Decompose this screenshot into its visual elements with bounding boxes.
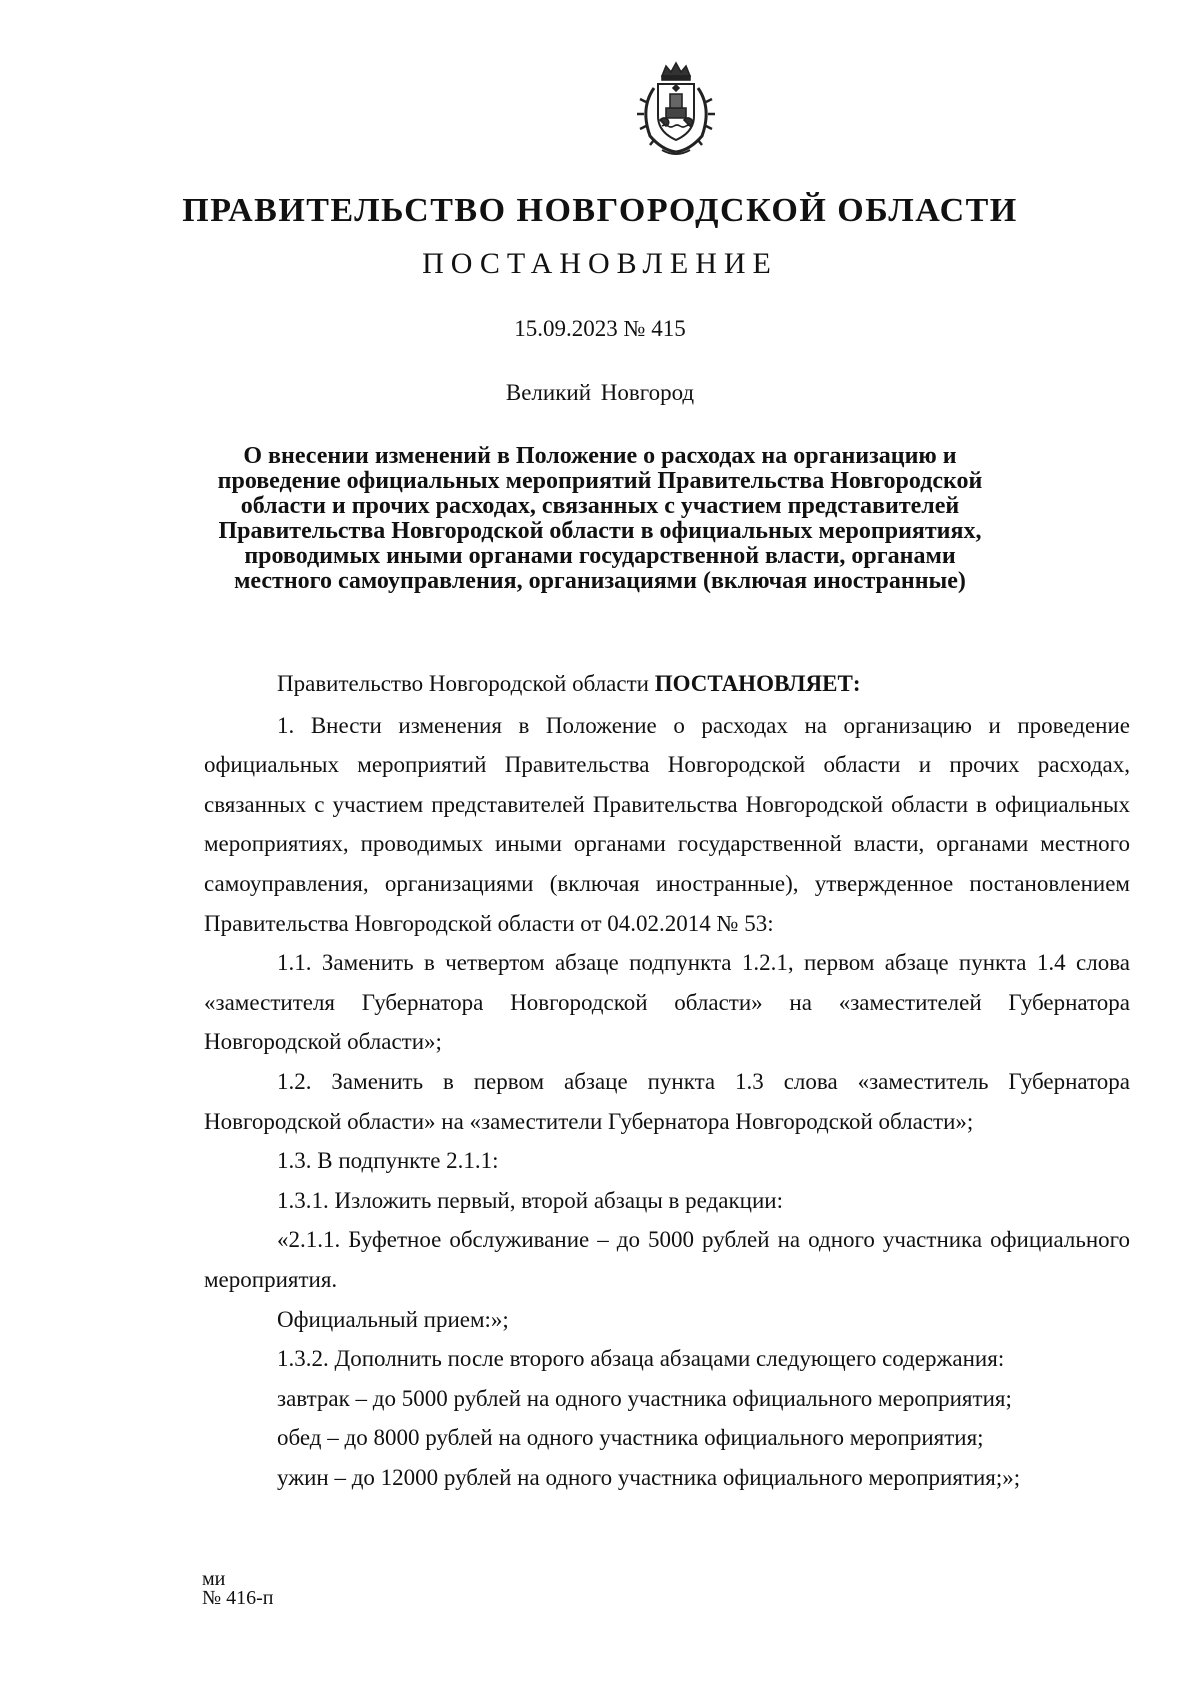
title-line: проведение официальных мероприятий Правительства Новгородской <box>217 468 983 494</box>
paragraph-dinner: ужин – до 12000 рублей на одного участника официального мероприятия;»; <box>277 1464 1021 1490</box>
footer-registration <box>202 1570 273 1608</box>
footer-initials: ми <box>202 1568 226 1590</box>
paragraph-2-1-1: «2.1.1. Буфетное обслуживание – до 5000 рублей на одного участника официального мероприятия. <box>204 1227 1130 1292</box>
paragraph-1: 1. Внести изменения в Положение о расходах на организацию и проведение официальных мероприятий Правительства Новгородской области и прочих расходах, связанных с участием представителей Правительства Новгородской области в официальных мероприятиях, проводимых иными органами государственной власти, органами местного самоуправления, организациями (включая иностранные), утвержденное постановлением Правительства Новгородской области от 04.02.2014 № 53: <box>204 712 1130 936</box>
title-line: местного самоуправления, организациями (включая иностранные) <box>234 568 966 594</box>
paragraph-1-2: 1.2. Заменить в первом абзаце пункта 1.3 слова «заместитель Губернатора Новгородской области» на «заместители Губернатора Новгородской области»; <box>204 1068 1130 1134</box>
paragraph-1-3: 1.3. В подпункте 2.1.1: <box>277 1148 499 1174</box>
document-date-number: 15.09.2023 № 415 <box>514 316 686 341</box>
paragraph-1-1: 1.1. Заменить в четвертом абзаце подпункта 1.2.1, первом абзаце пункта 1.4 слова «заместителя Губернатора Новгородской области» на «заместителей Губернатора Новгородской области»; <box>204 950 1130 1055</box>
preamble-decree-word: ПОСТАНОВЛЯЕТ: <box>654 671 861 696</box>
document-title <box>150 444 1050 594</box>
title-line: проводимых иными органами государственной власти, органами <box>244 543 956 569</box>
paragraph-official-reception: Официальный прием:»; <box>277 1306 509 1332</box>
paragraph-1-3-1: 1.3.1. Изложить первый, второй абзацы в редакции: <box>277 1187 783 1213</box>
footer-number: № 416-п <box>202 1587 274 1609</box>
title-line: Правительства Новгородской области в официальных мероприятиях, <box>218 518 982 544</box>
document-body <box>204 664 1130 1497</box>
paragraph-1-3-2: 1.3.2. Дополнить после второго абзаца абзацами следующего содержания: <box>277 1346 1005 1372</box>
title-line: области и прочих расходах, связанных с участием представителей <box>240 493 960 519</box>
preamble-text: Правительство Новгородской области <box>277 671 655 696</box>
preamble <box>204 664 1130 704</box>
novgorod-coat-of-arms-icon <box>632 58 720 158</box>
document-type: ПОСТАНОВЛЕНИЕ <box>422 247 778 280</box>
organization-name: ПРАВИТЕЛЬСТВО НОВГОРОДСКОЙ ОБЛАСТИ <box>182 192 1018 229</box>
paragraph-breakfast: завтрак – до 5000 рублей на одного участника официального мероприятия; <box>277 1385 1012 1411</box>
paragraph-lunch: обед – до 8000 рублей на одного участника официального мероприятия; <box>277 1425 984 1451</box>
title-line: О внесении изменений в Положение о расходах на организацию и <box>243 443 957 469</box>
document-city: Великий Новгород <box>505 380 695 405</box>
